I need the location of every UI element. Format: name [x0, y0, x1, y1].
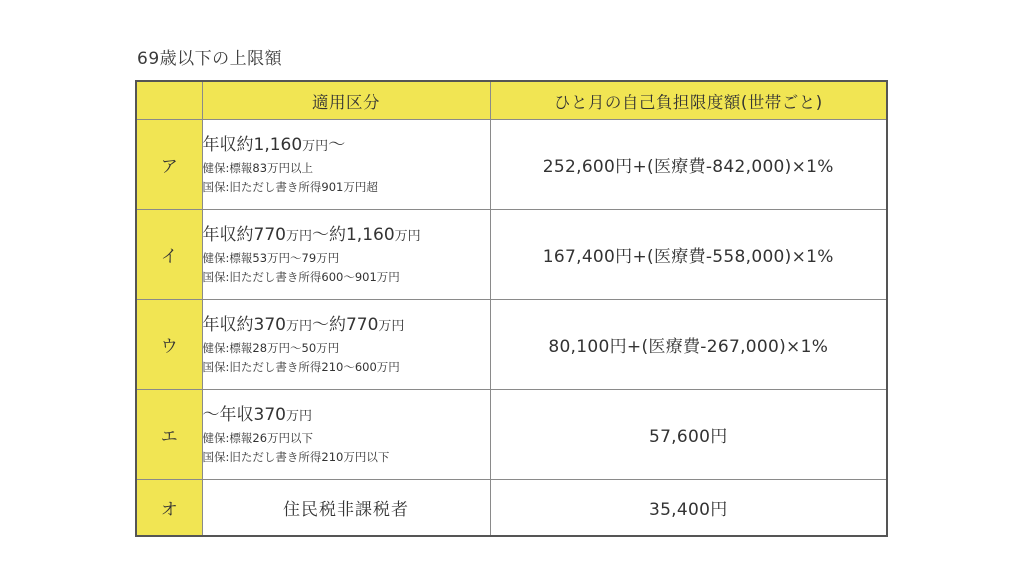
row-limit-amount: 80,100円+(医療費-267,000)×1%: [490, 300, 887, 390]
row-key: エ: [136, 390, 202, 480]
kenpo-note: 健保:標報28万円～50万円: [202, 340, 340, 355]
header-category: 適用区分: [202, 81, 490, 120]
kenpo-note: 健保:標報26万円以下: [202, 430, 314, 445]
kenpo-note: 健保:標報83万円以上: [202, 160, 314, 175]
table-row: [136, 120, 887, 210]
row-category: 住民税非課税者: [202, 480, 490, 536]
kenpo-note: 健保:標報53万円～79万円: [202, 250, 340, 265]
income-range: ～年収370万円: [202, 404, 312, 425]
row-limit-amount: 167,400円+(医療費-558,000)×1%: [490, 210, 887, 300]
kokuho-note: 国保:旧ただし書き所得210万円以下: [202, 449, 390, 464]
upper-limit-table: [135, 80, 888, 537]
table-row: [136, 210, 887, 300]
header-key-cell: [136, 81, 202, 120]
row-category: [202, 300, 490, 390]
kokuho-note: 国保:旧ただし書き所得901万円超: [202, 179, 378, 194]
row-key: ア: [136, 120, 202, 210]
table-row: [136, 300, 887, 390]
row-category: [202, 390, 490, 480]
row-key: イ: [136, 210, 202, 300]
table-row: [136, 480, 887, 536]
row-key: ウ: [136, 300, 202, 390]
row-category: [202, 210, 490, 300]
row-key: オ: [136, 480, 202, 536]
row-category: [202, 120, 490, 210]
row-limit-amount: 252,600円+(医療費-842,000)×1%: [490, 120, 887, 210]
table-row: [136, 390, 887, 480]
row-limit-amount: 57,600円: [490, 390, 887, 480]
kokuho-note: 国保:旧ただし書き所得210～600万円: [202, 359, 400, 374]
kokuho-note: 国保:旧ただし書き所得600～901万円: [202, 269, 400, 284]
row-limit-amount: 35,400円: [490, 480, 887, 536]
table-caption: 69歳以下の上限額: [137, 49, 283, 69]
income-range: 年収約370万円～約770万円: [202, 314, 405, 335]
header-row: [136, 81, 887, 120]
header-limit-amount: ひと月の自己負担限度額(世帯ごと): [490, 81, 887, 120]
income-range: 年収約770万円～約1,160万円: [202, 224, 421, 245]
income-range: 年収約1,160万円～: [202, 134, 346, 155]
